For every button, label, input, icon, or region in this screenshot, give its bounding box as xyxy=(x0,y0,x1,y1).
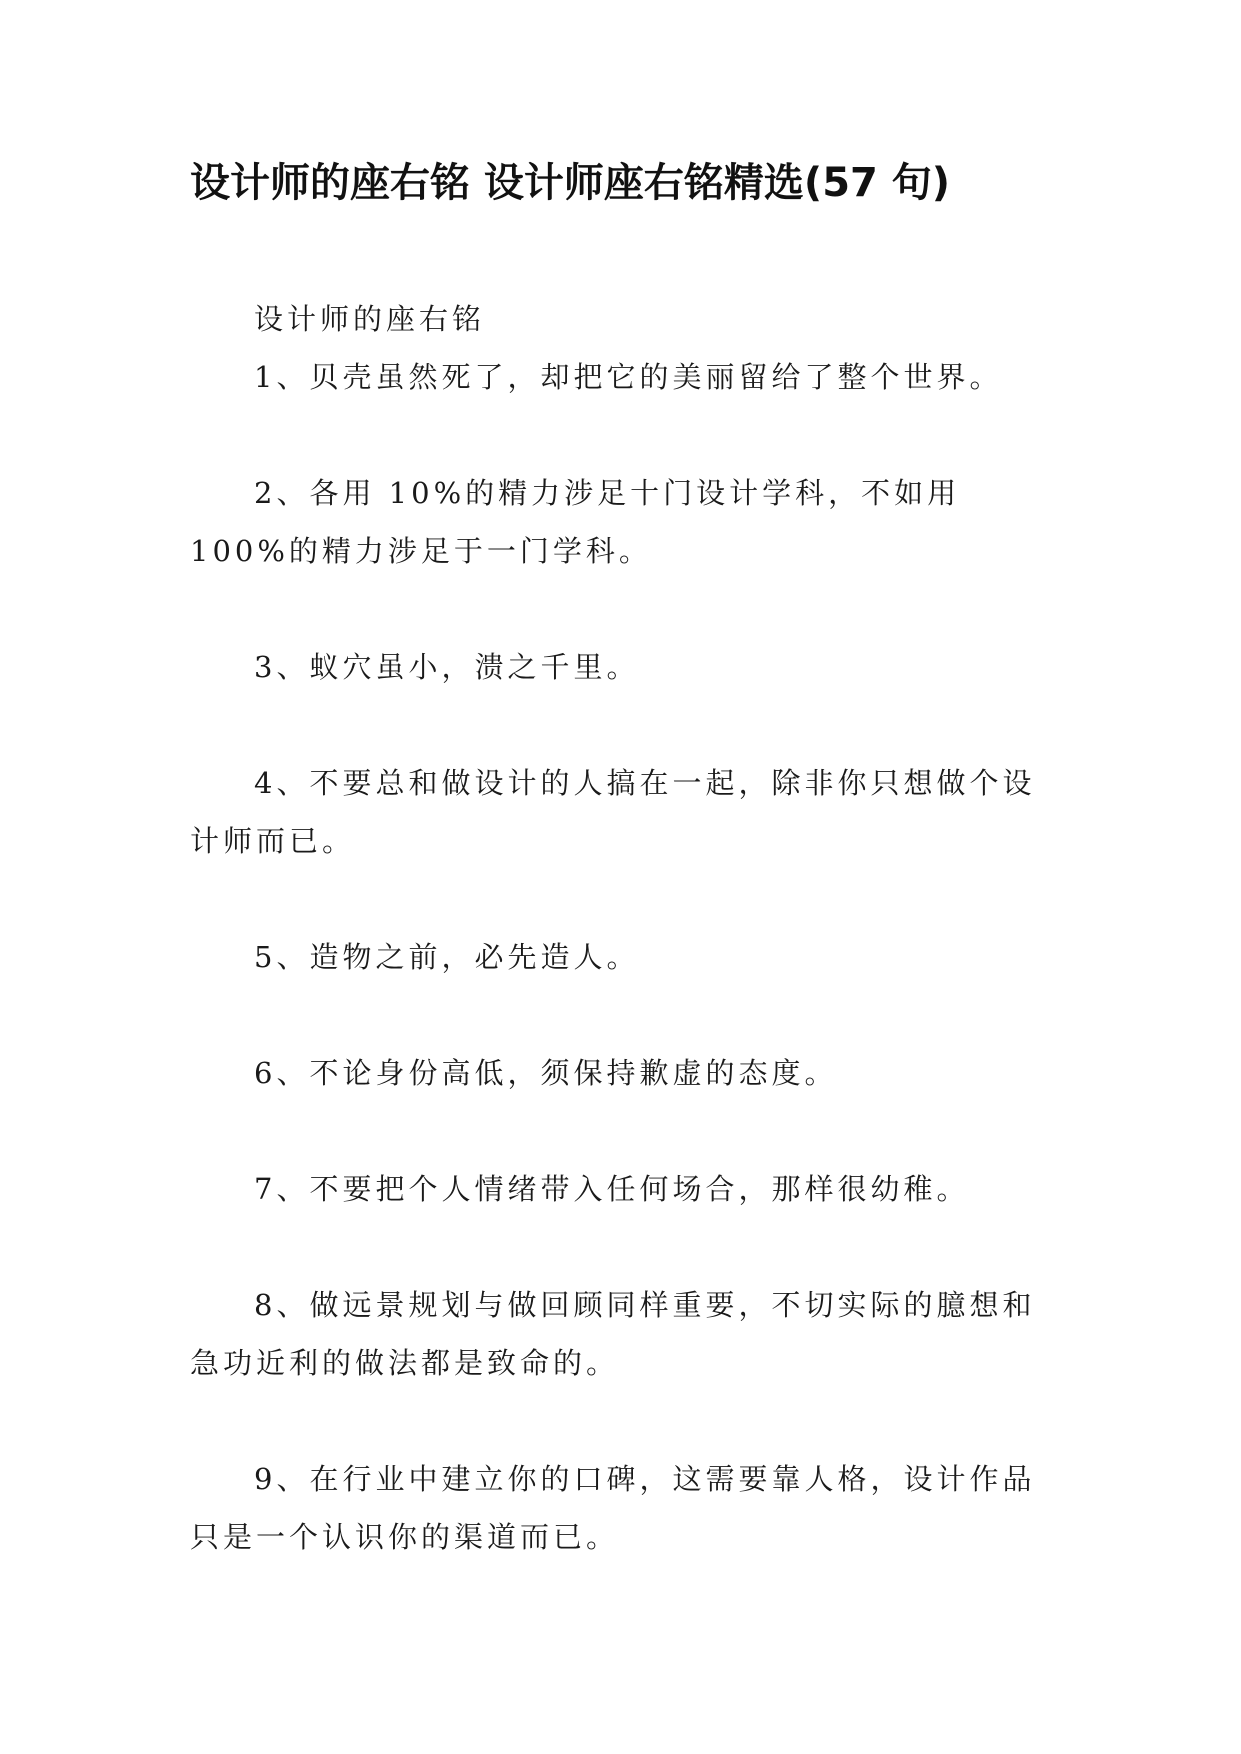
document-title: 设计师的座右铭 设计师座右铭精选(57 句) xyxy=(190,160,951,206)
section-heading: 设计师的座右铭 xyxy=(254,302,486,336)
motto-item-4: 4、不要总和做设计的人搞在一起，除非你只想做个设计师而已。 xyxy=(190,766,1036,858)
motto-item-1: 1、贝壳虽然死了，却把它的美丽留给了整个世界。 xyxy=(254,360,1003,394)
motto-item-8: 8、做远景规划与做回顾同样重要，不切实际的臆想和急功近利的做法都是致命的。 xyxy=(190,1288,1036,1380)
motto-item-2: 2、各用 10%的精力涉足十门设计学科，不如用 100%的精力涉足于一门学科。 xyxy=(190,476,961,568)
motto-item-6: 6、不论身份高低，须保持歉虚的态度。 xyxy=(254,1056,838,1090)
motto-item-9: 9、在行业中建立你的口碑，这需要靠人格，设计作品只是一个认识你的渠道而已。 xyxy=(190,1462,1036,1554)
motto-item-7: 7、不要把个人情绪带入任何场合，那样很幼稚。 xyxy=(254,1172,970,1206)
document-body xyxy=(190,290,1058,1566)
motto-item-5: 5、造物之前，必先造人。 xyxy=(254,940,640,974)
motto-item-3: 3、蚁穴虽小，溃之千里。 xyxy=(254,650,640,684)
